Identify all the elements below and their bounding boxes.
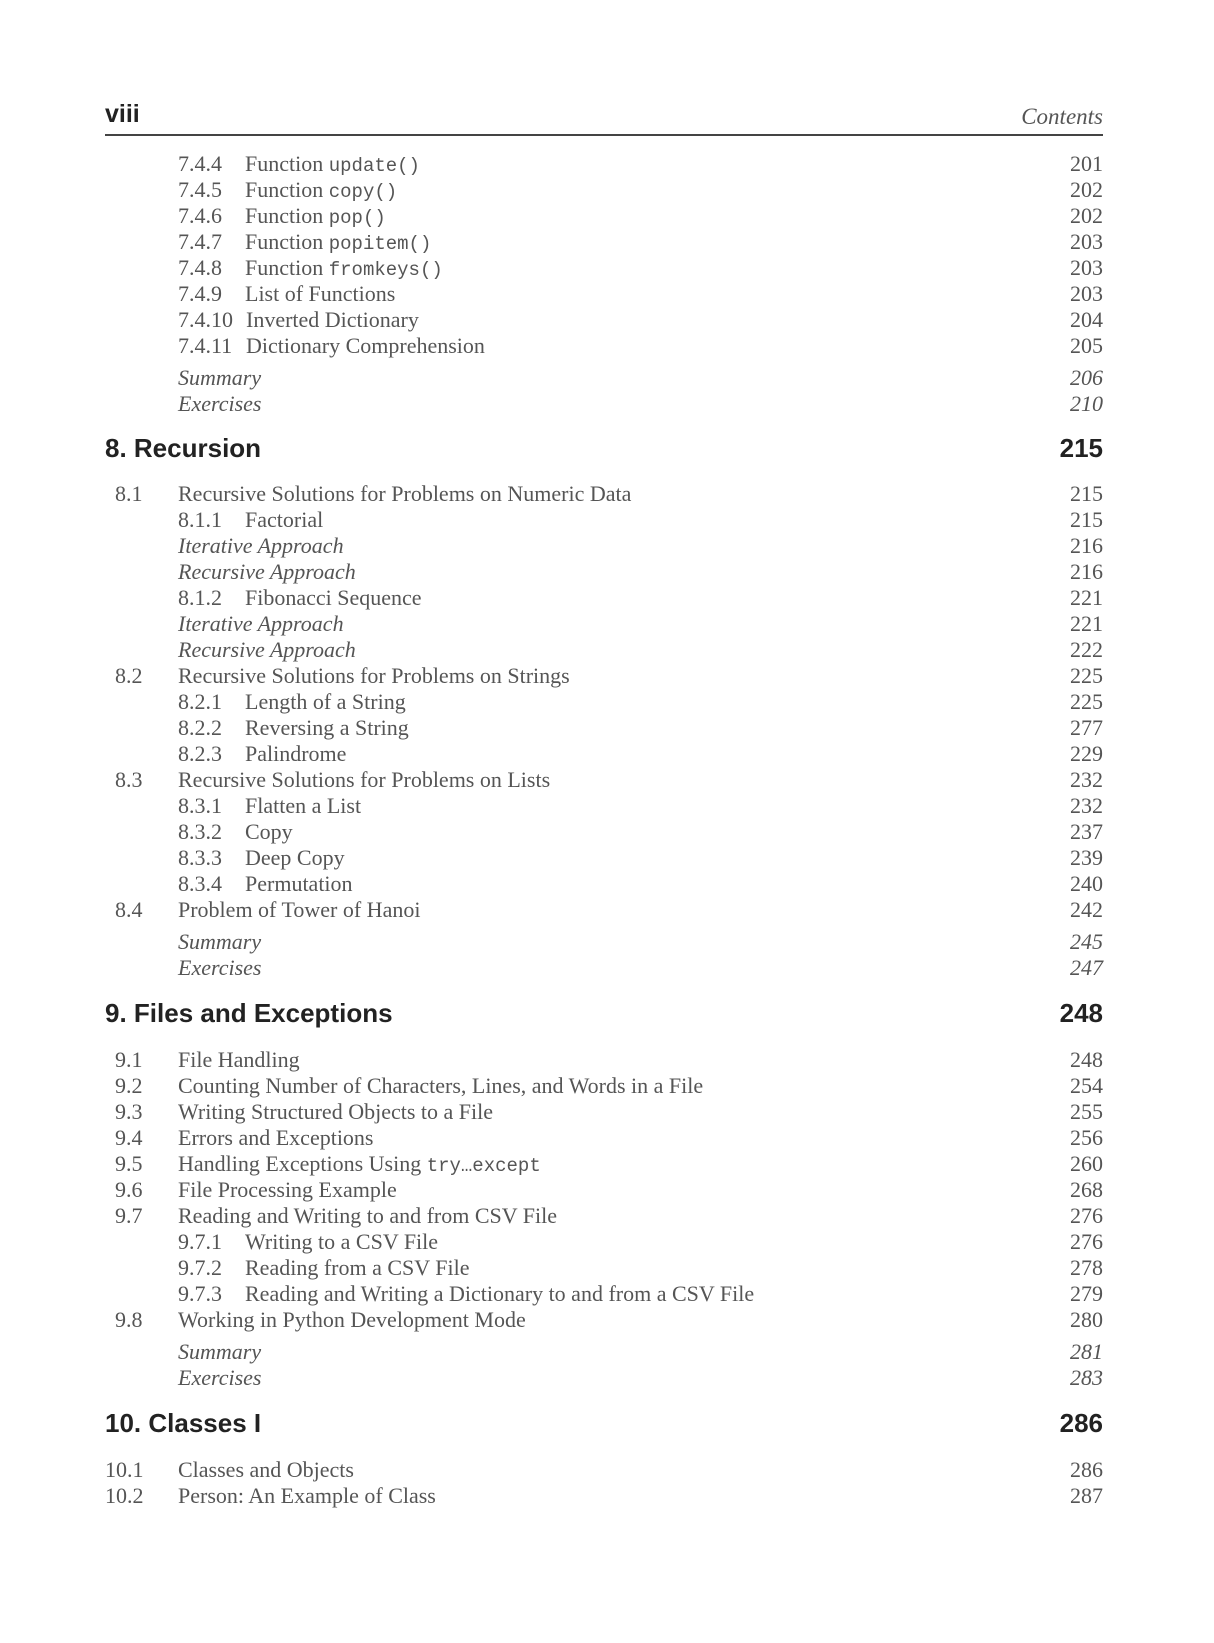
section-number: 9.8 [115, 1307, 143, 1332]
toc-entry [105, 202, 1103, 229]
page-number-ref: 225 [1070, 689, 1103, 714]
toc-entry [105, 364, 1103, 391]
section-number: 8.2.2 [178, 715, 222, 740]
page-number-ref: 229 [1070, 741, 1103, 766]
page-number-ref: 278 [1070, 1255, 1103, 1280]
section-title: Factorial [245, 507, 324, 532]
page-number-ref: 239 [1070, 845, 1103, 870]
toc-entry [105, 1280, 1103, 1307]
section-title: Reading and Writing to and from CSV File [178, 1203, 557, 1228]
toc-entry [105, 558, 1103, 585]
toc-entry [105, 176, 1103, 203]
section-number: 8.2 [115, 663, 143, 688]
page-number-ref: 255 [1070, 1099, 1103, 1124]
section-title: Reversing a String [245, 715, 409, 740]
page-number-ref: 221 [1070, 585, 1103, 610]
toc-entry [105, 1176, 1103, 1203]
section-title: Recursive Approach [178, 637, 356, 662]
chapter-heading [105, 431, 1103, 465]
section-title: Fibonacci Sequence [245, 585, 422, 610]
toc-entry [105, 870, 1103, 897]
page-number-ref: 221 [1070, 611, 1103, 636]
title-text: Handling Exceptions Using [178, 1151, 427, 1176]
toc-entry [105, 506, 1103, 533]
toc-entry [105, 1098, 1103, 1125]
toc-entry [105, 610, 1103, 637]
section-title: Summary [178, 929, 262, 954]
section-number: 10.1 [105, 1457, 144, 1482]
code-text: pop() [328, 207, 386, 229]
section-title: Exercises [178, 955, 262, 980]
code-text: update() [328, 155, 420, 177]
toc-entry [105, 332, 1103, 359]
page-number-ref: 276 [1070, 1203, 1103, 1228]
page-number-ref: 240 [1070, 871, 1103, 896]
section-title: Person: An Example of Class [178, 1483, 436, 1508]
section-title: Counting Number of Characters, Lines, and Words in a File [178, 1073, 704, 1098]
page-number-ref: 222 [1070, 637, 1103, 662]
section-number: 9.7.2 [178, 1255, 222, 1280]
section-title: Classes and Objects [178, 1457, 354, 1482]
section-title: Recursive Approach [178, 559, 356, 584]
page-number-ref: 202 [1070, 203, 1103, 228]
page-number-ref: 204 [1070, 307, 1103, 332]
toc-entry [105, 532, 1103, 559]
section-number: 9.6 [115, 1177, 143, 1202]
section-number: 9.5 [115, 1151, 143, 1176]
title-text: Function [245, 203, 329, 228]
section-number: 7.4.4 [178, 151, 222, 176]
section-number: 8.1 [115, 481, 143, 506]
section-number: 8.1.1 [178, 507, 222, 532]
toc-entry [105, 844, 1103, 871]
page-number-ref: 205 [1070, 333, 1103, 358]
section-number: 9.7.1 [178, 1229, 222, 1254]
section-number: 7.4.7 [178, 229, 222, 254]
page-number-ref: 242 [1070, 897, 1103, 922]
toc-entry [105, 1072, 1103, 1099]
toc-entry [105, 1046, 1103, 1073]
page-number-ref: 201 [1070, 151, 1103, 176]
chapter-page: 215 [1059, 433, 1103, 463]
chapter-title: 9. Files and Exceptions [105, 998, 393, 1028]
section-number: 9.7.3 [178, 1281, 222, 1306]
section-title: Length of a String [245, 689, 406, 714]
section-number: 9.7 [115, 1203, 143, 1228]
section-title: Exercises [178, 391, 262, 416]
page-number-ref: 276 [1070, 1229, 1103, 1254]
toc-entry [105, 1364, 1103, 1391]
section-number: 7.4.11 [178, 333, 233, 358]
chapter-title: 10. Classes I [105, 1408, 262, 1438]
toc-entry [105, 766, 1103, 793]
title-text: Function [245, 255, 329, 280]
toc-entry [105, 740, 1103, 767]
section-title: Deep Copy [245, 845, 345, 870]
toc-entry [105, 480, 1103, 507]
toc-entry [105, 954, 1103, 981]
chapter-page: 248 [1059, 998, 1103, 1028]
toc-entry [105, 688, 1103, 715]
page-number-ref: 202 [1070, 177, 1103, 202]
page-number-ref: 215 [1070, 507, 1103, 532]
section-number: 9.4 [115, 1125, 143, 1150]
title-text: Function [245, 151, 329, 176]
running-title: Contents [1021, 104, 1103, 129]
toc-entry [105, 896, 1103, 923]
page-number-ref: 287 [1070, 1483, 1103, 1508]
page-number-ref: 280 [1070, 1307, 1103, 1332]
section-title: Exercises [178, 1365, 262, 1390]
toc-entry [105, 818, 1103, 845]
page-number-ref: 210 [1070, 391, 1103, 416]
chapter-heading [105, 1406, 1103, 1440]
section-number: 8.4 [115, 897, 143, 922]
toc-entry [105, 1482, 1103, 1509]
section-number: 9.3 [115, 1099, 143, 1124]
toc-entry [105, 1202, 1103, 1229]
chapter-title: 8. Recursion [105, 433, 262, 463]
toc-entry [105, 228, 1103, 255]
toc-entry [105, 254, 1103, 281]
section-title: Problem of Tower of Hanoi [178, 897, 421, 922]
page-number-ref: 283 [1070, 1365, 1103, 1390]
section-number: 8.3.4 [178, 871, 222, 896]
title-text: Function [245, 177, 329, 202]
toc-entry [105, 584, 1103, 611]
code-text: fromkeys() [328, 259, 443, 281]
section-title: Iterative Approach [178, 611, 344, 636]
page-number-ref: 216 [1070, 559, 1103, 584]
section-title: Recursive Solutions for Problems on Strings [178, 663, 570, 688]
page-number-ref: 216 [1070, 533, 1103, 558]
section-number: 8.3 [115, 767, 143, 792]
page-number-ref: 203 [1070, 281, 1103, 306]
section-title: Errors and Exceptions [178, 1125, 374, 1150]
section-number: 9.1 [115, 1047, 143, 1072]
page-number-ref: 203 [1070, 255, 1103, 280]
page-number-ref: 225 [1070, 663, 1103, 688]
section-number: 8.2.1 [178, 689, 222, 714]
page-number-ref: 254 [1070, 1073, 1103, 1098]
page-header [105, 100, 1103, 136]
toc-entry [105, 1456, 1103, 1483]
page-number-ref: 248 [1070, 1047, 1103, 1072]
page-number-ref: 232 [1070, 767, 1103, 792]
toc-entry [105, 1124, 1103, 1151]
page-number-ref: 247 [1070, 955, 1103, 980]
section-title: Working in Python Development Mode [178, 1307, 526, 1332]
toc-entry [105, 1228, 1103, 1255]
section-number: 8.1.2 [178, 585, 222, 610]
page-number-ref: 279 [1070, 1281, 1103, 1306]
section-title: Recursive Solutions for Problems on Lists [178, 767, 551, 792]
page-number-ref: 206 [1070, 365, 1103, 390]
section-number: 7.4.5 [178, 177, 222, 202]
section-title: List of Functions [245, 281, 396, 306]
section-title: Recursive Solutions for Problems on Numeric Data [178, 481, 632, 506]
page-number-ref: 237 [1070, 819, 1103, 844]
page-number-ref: 268 [1070, 1177, 1103, 1202]
section-title: Inverted Dictionary [246, 307, 419, 332]
code-text: copy() [328, 181, 398, 203]
page-number-ref: 281 [1070, 1339, 1103, 1364]
toc-entry [105, 714, 1103, 741]
toc-entry [105, 1150, 1103, 1177]
page-number-ref: 256 [1070, 1125, 1103, 1150]
toc-entry [105, 390, 1103, 417]
toc-entry [105, 306, 1103, 333]
section-number: 10.2 [105, 1483, 144, 1508]
section-title: Iterative Approach [178, 533, 344, 558]
page-number-ref: 203 [1070, 229, 1103, 254]
section-title: Flatten a List [245, 793, 362, 818]
section-title: Palindrome [245, 741, 347, 766]
section-number: 8.3.3 [178, 845, 222, 870]
toc-entry [105, 280, 1103, 307]
section-title: Reading and Writing a Dictionary to and from a CSV File [245, 1281, 755, 1306]
section-title: File Processing Example [178, 1177, 397, 1202]
toc-entry [105, 1254, 1103, 1281]
toc-entry [105, 636, 1103, 663]
page-number-ref: 245 [1070, 929, 1103, 954]
toc-entry [105, 928, 1103, 955]
section-number: 7.4.10 [178, 307, 233, 332]
chapter-page: 286 [1059, 1408, 1103, 1438]
section-number: 7.4.6 [178, 203, 222, 228]
section-number: 8.3.2 [178, 819, 222, 844]
section-title: Writing to a CSV File [245, 1229, 439, 1254]
page-number-ref: 232 [1070, 793, 1103, 818]
section-title: Dictionary Comprehension [246, 333, 485, 358]
section-number: 7.4.9 [178, 281, 222, 306]
section-title: Summary [178, 365, 262, 390]
page-number-ref: 260 [1070, 1151, 1103, 1176]
section-title: Summary [178, 1339, 262, 1364]
toc-entry [105, 792, 1103, 819]
page-number-ref: 215 [1070, 481, 1103, 506]
toc-entry [105, 1306, 1103, 1333]
section-title: Copy [245, 819, 293, 844]
section-title: Writing Structured Objects to a File [178, 1099, 493, 1124]
section-title: Reading from a CSV File [245, 1255, 470, 1280]
code-text: popitem() [328, 233, 432, 255]
section-title: File Handling [178, 1047, 300, 1072]
page-number-ref: 286 [1070, 1457, 1103, 1482]
toc-entry [105, 1338, 1103, 1365]
section-number: 9.2 [115, 1073, 143, 1098]
code-text: try…except [426, 1155, 541, 1177]
toc-entry [105, 662, 1103, 689]
section-number: 8.2.3 [178, 741, 222, 766]
section-number: 8.3.1 [178, 793, 222, 818]
toc-entry [105, 150, 1103, 177]
page-number-ref: 277 [1070, 715, 1103, 740]
chapter-heading [105, 996, 1103, 1030]
section-title: Permutation [245, 871, 353, 896]
section-number: 7.4.8 [178, 255, 222, 280]
page-number: viii [105, 100, 140, 128]
title-text: Function [245, 229, 329, 254]
